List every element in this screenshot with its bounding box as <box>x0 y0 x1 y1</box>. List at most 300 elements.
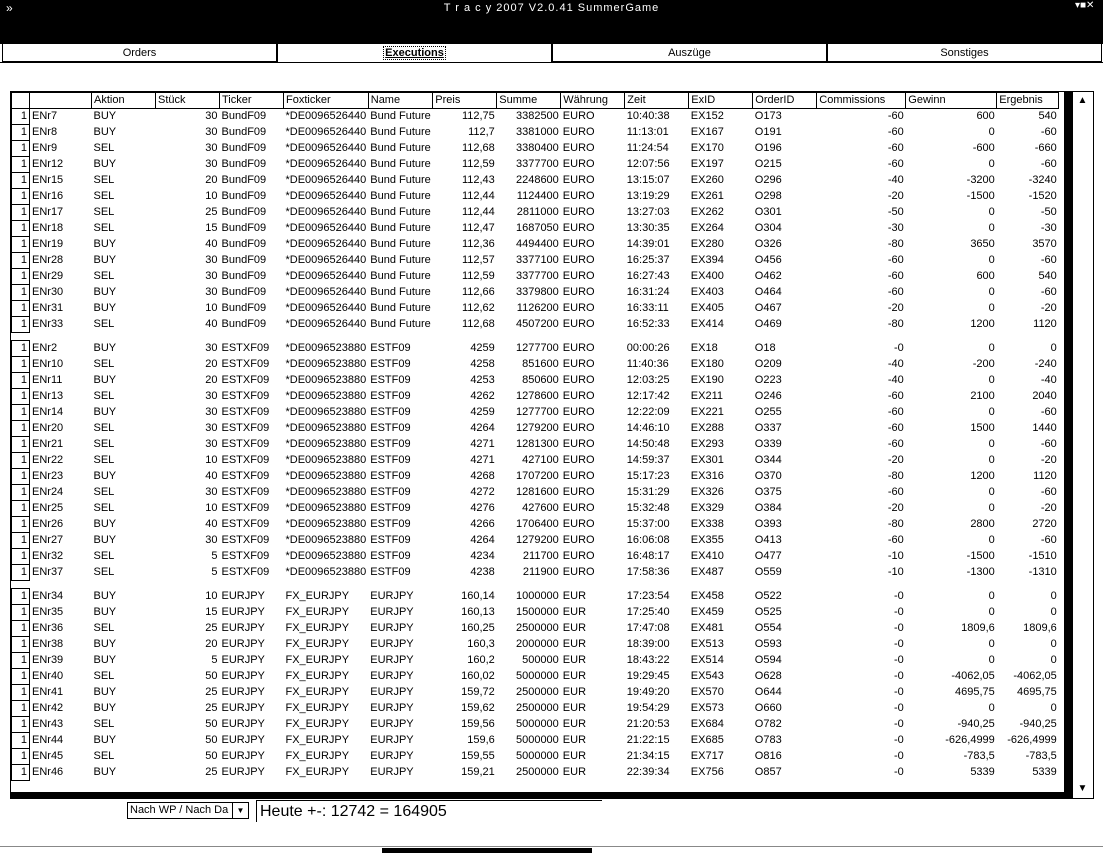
table-cell: 2500000 <box>515 766 559 778</box>
table-cell: *DE0096523880 <box>285 550 367 562</box>
executions-grid[interactable] <box>10 91 1094 799</box>
row-selector[interactable]: 1 <box>12 269 30 285</box>
table-cell: 0 <box>988 654 995 666</box>
table-cell: 21:22:15 <box>626 734 670 746</box>
table-cell: EX458 <box>690 590 724 602</box>
row-selector[interactable]: 1 <box>12 237 30 253</box>
row-selector[interactable]: 1 <box>12 733 30 749</box>
table-row[interactable] <box>12 653 1059 669</box>
table-cell: Bund Future <box>370 302 431 314</box>
table-cell: 4695,75 <box>955 686 995 698</box>
table-cell: 3381000 <box>515 126 559 138</box>
table-cell: ESTF09 <box>370 374 411 386</box>
column-header[interactable] <box>12 93 30 109</box>
row-selector[interactable]: 1 <box>12 533 30 549</box>
table-row[interactable] <box>12 189 1059 205</box>
vertical-scrollbar[interactable] <box>1072 92 1093 798</box>
table-row[interactable] <box>12 317 1059 333</box>
table-cell: 15 <box>205 222 218 234</box>
scroll-down-icon[interactable]: ▼ <box>1077 783 1088 794</box>
table-row[interactable] <box>12 373 1059 389</box>
table-row[interactable] <box>12 765 1059 781</box>
column-header[interactable]: OrderID <box>753 93 817 109</box>
table-cell: 0 <box>988 222 995 234</box>
row-selector[interactable]: 1 <box>12 501 30 517</box>
table-cell: ESTXF09 <box>221 566 270 578</box>
table-cell: O522 <box>754 590 782 602</box>
table-cell: 3377700 <box>515 158 559 170</box>
table-cell: -60 <box>887 158 904 170</box>
table-cell: ESTF09 <box>370 406 411 418</box>
table-cell: BundF09 <box>221 222 267 234</box>
table-cell: 50 <box>205 718 218 730</box>
table-row[interactable] <box>12 157 1059 173</box>
table-cell: 112,36 <box>461 238 495 250</box>
row-selector[interactable]: 1 <box>12 157 30 173</box>
table-cell: FX_EURJPY <box>285 638 350 650</box>
table-row[interactable] <box>12 685 1059 701</box>
table-cell: 13:15:07 <box>626 174 670 186</box>
row-selector[interactable]: 1 <box>12 189 30 205</box>
column-header[interactable]: Summe <box>497 93 561 109</box>
table-cell: -60 <box>1040 126 1057 138</box>
table-row[interactable] <box>12 141 1059 157</box>
row-selector[interactable]: 1 <box>12 637 30 653</box>
row-selector[interactable]: 1 <box>12 389 30 405</box>
table-row[interactable] <box>12 637 1059 653</box>
table-row[interactable] <box>12 517 1059 533</box>
table-row[interactable] <box>12 669 1059 685</box>
table-cell: ENr36 <box>32 622 64 634</box>
table-cell: *DE0096526440 <box>285 206 367 218</box>
table-cell: 19:49:20 <box>626 686 670 698</box>
table-cell: *DE0096523880 <box>285 342 367 354</box>
table-cell: O344 <box>754 454 782 466</box>
table-cell: BUY <box>93 518 117 530</box>
row-selector[interactable]: 1 <box>12 605 30 621</box>
table-cell: O816 <box>754 750 782 762</box>
table-cell: O304 <box>754 222 782 234</box>
table-cell: EURO <box>562 286 595 298</box>
table-cell: EURO <box>562 190 595 202</box>
table-cell: EX400 <box>690 270 724 282</box>
table-cell: -0 <box>894 606 904 618</box>
column-header[interactable]: Aktion <box>92 93 156 109</box>
table-row[interactable] <box>12 501 1059 517</box>
table-cell: 30 <box>205 438 218 450</box>
table-cell: BUY <box>93 238 117 250</box>
table-cell: 159,62 <box>461 702 495 714</box>
table-cell: 0 <box>988 126 995 138</box>
column-header[interactable]: Foxticker <box>284 93 369 109</box>
row-selector[interactable]: 1 <box>12 549 30 565</box>
table-cell: ENr40 <box>32 670 64 682</box>
table-cell: EURJPY <box>221 766 265 778</box>
row-selector[interactable]: 1 <box>12 469 30 485</box>
table-cell: EURJPY <box>370 670 414 682</box>
table-cell: ENr16 <box>32 190 64 202</box>
table-cell: BUY <box>93 654 117 666</box>
row-selector[interactable]: 1 <box>12 285 30 301</box>
table-cell: 851600 <box>522 358 559 370</box>
table-cell: 12:07:56 <box>626 158 670 170</box>
table-cell: ESTF09 <box>370 390 411 402</box>
table-cell: ENr22 <box>32 454 64 466</box>
table-cell: ENr21 <box>32 438 64 450</box>
sort-mode-select[interactable]: Nach WP / Nach Da ▼ <box>127 802 249 819</box>
table-cell: ENr20 <box>32 422 64 434</box>
table-cell: 540 <box>1038 270 1057 282</box>
table-cell: 3650 <box>970 238 995 250</box>
table-cell: -1300 <box>966 566 995 578</box>
table-row[interactable] <box>12 285 1059 301</box>
table-cell: FX_EURJPY <box>285 766 350 778</box>
table-cell: 112,75 <box>461 110 495 123</box>
table-row[interactable] <box>12 405 1059 421</box>
table-cell: -0 <box>894 638 904 650</box>
table-cell: 50 <box>205 670 218 682</box>
table-cell: O469 <box>754 318 782 330</box>
tab-sonstiges[interactable]: Sonstiges <box>827 44 1102 62</box>
table-cell: SEL <box>93 502 115 514</box>
table-cell: 1279200 <box>515 534 559 546</box>
column-header[interactable]: Gewinn <box>906 93 997 109</box>
table-row[interactable] <box>12 469 1059 485</box>
table-cell: 18:39:00 <box>626 638 670 650</box>
table-cell: 5 <box>211 550 218 562</box>
column-header[interactable]: Zeit <box>625 93 689 109</box>
column-header[interactable]: Währung <box>561 93 625 109</box>
row-selector[interactable]: 1 <box>12 405 30 421</box>
table-cell: EX573 <box>690 702 724 714</box>
table-cell: Bund Future <box>370 238 431 250</box>
table-cell: 4264 <box>470 534 495 546</box>
table-cell: O644 <box>754 686 782 698</box>
row-selector[interactable]: 1 <box>12 701 30 717</box>
table-row[interactable] <box>12 749 1059 765</box>
table-cell: ENr11 <box>32 374 63 386</box>
table-cell: 2811000 <box>516 206 559 218</box>
table-cell: 1200 <box>970 318 995 330</box>
table-cell: 15:32:48 <box>626 502 670 514</box>
row-selector[interactable]: 1 <box>12 669 30 685</box>
row-selector[interactable]: 1 <box>12 357 30 373</box>
table-cell: EURO <box>562 342 595 354</box>
table-cell: SEL <box>93 390 115 402</box>
table-cell: -0 <box>894 734 904 746</box>
table-cell: EURJPY <box>370 702 414 714</box>
table-row[interactable] <box>12 253 1059 269</box>
table-cell: EURO <box>562 126 595 138</box>
table-cell: ENr26 <box>32 518 64 530</box>
table-cell: BUY <box>93 374 117 386</box>
table-cell: *DE0096523880 <box>285 518 367 530</box>
table-cell: ENr31 <box>32 302 64 314</box>
table-cell: SEL <box>93 566 115 578</box>
table-cell: 20 <box>205 358 218 370</box>
table-row[interactable] <box>12 717 1059 733</box>
table-cell: -1500 <box>966 190 995 202</box>
chevron-down-icon[interactable]: ▼ <box>232 803 248 818</box>
table-row[interactable] <box>12 125 1059 141</box>
table-row[interactable] <box>12 733 1059 749</box>
table-cell: EURJPY <box>221 734 265 746</box>
table-cell: 3377700 <box>515 270 559 282</box>
table-cell: 10 <box>205 590 218 602</box>
table-cell: BUY <box>93 286 117 298</box>
table-cell: EX221 <box>690 406 724 418</box>
table-row[interactable] <box>12 109 1059 125</box>
table-cell: 5000000 <box>515 734 559 746</box>
table-cell: 0 <box>988 534 995 546</box>
table-cell: BUY <box>93 126 117 138</box>
table-row[interactable] <box>12 389 1059 405</box>
table-cell: 0 <box>988 254 995 266</box>
row-selector[interactable]: 1 <box>12 517 30 533</box>
table-cell: 10 <box>205 190 218 202</box>
table-cell: -40 <box>887 374 904 386</box>
table-cell: EURO <box>562 238 595 250</box>
table-cell: ESTF09 <box>370 486 411 498</box>
table-cell: 2500000 <box>515 702 559 714</box>
horizontal-scrollbar[interactable] <box>11 792 1074 798</box>
table-cell: EX459 <box>690 606 724 618</box>
table-cell: Bund Future <box>370 158 431 170</box>
table-cell: 3380400 <box>515 142 559 154</box>
row-selector[interactable]: 1 <box>12 205 30 221</box>
table-cell: FX_EURJPY <box>285 590 350 602</box>
column-header[interactable]: Ticker <box>220 93 284 109</box>
table-cell: 14:59:37 <box>626 454 670 466</box>
table-cell: O857 <box>754 766 782 778</box>
table-row[interactable] <box>12 453 1059 469</box>
table-cell: 2720 <box>1032 518 1057 530</box>
table-cell: -1500 <box>966 550 995 562</box>
row-selector[interactable]: 1 <box>12 765 30 781</box>
table-cell: 30 <box>205 534 218 546</box>
row-selector[interactable]: 1 <box>12 685 30 701</box>
tab-bar <box>0 44 1103 64</box>
table-cell: *DE0096526440 <box>285 142 367 154</box>
column-header[interactable]: Stück <box>156 93 220 109</box>
table-cell: 16:27:43 <box>626 270 670 282</box>
table-cell: 2040 <box>1032 390 1057 402</box>
table-cell: 50 <box>205 750 218 762</box>
table-row[interactable] <box>12 533 1059 549</box>
table-cell: 160,02 <box>461 670 495 682</box>
table-cell: BUY <box>93 734 117 746</box>
table-cell: EX293 <box>690 438 724 450</box>
table-cell: 25 <box>205 206 218 218</box>
row-selector[interactable]: 1 <box>12 485 30 501</box>
column-header[interactable]: Ergebnis <box>997 93 1059 109</box>
table-cell: ENr10 <box>32 358 64 370</box>
table-row[interactable] <box>12 221 1059 237</box>
table-cell: EX403 <box>690 286 724 298</box>
row-selector[interactable]: 1 <box>12 373 30 389</box>
table-cell: 10 <box>205 302 218 314</box>
table-cell: SEL <box>93 422 115 434</box>
table-cell: ENr19 <box>32 238 64 250</box>
table-row[interactable] <box>12 565 1059 581</box>
scroll-up-icon[interactable]: ▲ <box>1077 95 1088 106</box>
table-row[interactable] <box>12 357 1059 373</box>
row-selector[interactable]: 1 <box>12 621 30 637</box>
table-row[interactable] <box>12 589 1059 605</box>
tab-executions[interactable]: Executions <box>277 44 552 62</box>
table-cell: -60 <box>1040 158 1057 170</box>
column-header[interactable]: Commissions <box>817 93 906 109</box>
table-cell: EX326 <box>690 486 724 498</box>
table-cell: ENr2 <box>32 342 58 354</box>
table-cell: EURJPY <box>370 750 414 762</box>
table-cell: 112,62 <box>461 302 495 314</box>
table-cell: 4238 <box>470 566 495 578</box>
table-row[interactable] <box>12 549 1059 565</box>
table-row[interactable] <box>12 621 1059 637</box>
table-cell: EURJPY <box>370 590 414 602</box>
table-cell: SEL <box>93 454 115 466</box>
table-cell: -30 <box>1040 222 1057 234</box>
table-cell: EURJPY <box>370 734 414 746</box>
table-cell: ENr43 <box>32 718 64 730</box>
table-row[interactable] <box>12 421 1059 437</box>
tab-orders[interactable]: Orders <box>2 44 277 62</box>
row-selector[interactable]: 1 <box>12 589 30 605</box>
table-cell: O301 <box>754 206 782 218</box>
row-selector[interactable]: 1 <box>12 253 30 269</box>
table-cell: SEL <box>93 142 115 154</box>
table-cell: Bund Future <box>370 222 431 234</box>
table-cell: -1520 <box>1028 190 1057 202</box>
row-selector[interactable]: 1 <box>12 421 30 437</box>
table-row[interactable] <box>12 605 1059 621</box>
table-cell: ENr34 <box>32 590 64 602</box>
table-row[interactable] <box>12 269 1059 285</box>
table-cell: EX543 <box>690 670 724 682</box>
table-cell: EX481 <box>690 622 724 634</box>
window-title: T r a c y 2007 V2.0.41 SummerGame <box>443 2 660 14</box>
table-cell: EX338 <box>690 518 724 530</box>
table-cell: Bund Future <box>370 142 431 154</box>
table-cell: -20 <box>1040 302 1057 314</box>
column-header[interactable]: Name <box>368 93 433 109</box>
table-cell: 0 <box>988 486 995 498</box>
row-selector[interactable]: 1 <box>12 437 30 453</box>
table-cell: -80 <box>887 318 904 330</box>
row-selector[interactable]: 1 <box>12 109 30 125</box>
row-selector[interactable]: 1 <box>12 453 30 469</box>
table-cell: ENr30 <box>32 286 64 298</box>
table-cell: EURJPY <box>370 622 414 634</box>
table-cell: 5 <box>211 654 218 666</box>
table-cell: 4271 <box>470 454 495 466</box>
table-cell: SEL <box>93 670 115 682</box>
table-cell: EURJPY <box>221 686 265 698</box>
row-selector[interactable]: 1 <box>12 173 30 189</box>
table-cell: EX316 <box>690 470 724 482</box>
tab-auszuege[interactable]: Auszüge <box>552 44 827 62</box>
table-cell: EX260 <box>690 174 724 186</box>
table-cell: BundF09 <box>221 142 267 154</box>
table-cell: 1500 <box>970 422 995 434</box>
table-cell: -60 <box>887 126 904 138</box>
row-selector[interactable]: 1 <box>12 341 30 357</box>
table-cell: EX152 <box>690 110 724 123</box>
table-cell: -60 <box>1040 486 1057 498</box>
row-selector[interactable]: 1 <box>12 141 30 157</box>
table-cell: -20 <box>887 190 904 202</box>
row-selector[interactable]: 1 <box>12 301 30 317</box>
table-cell: 0 <box>988 438 995 450</box>
column-header[interactable]: Preis <box>433 93 497 109</box>
table-cell: -1310 <box>1028 566 1057 578</box>
row-selector[interactable]: 1 <box>12 653 30 669</box>
table-cell: ENr29 <box>32 270 64 282</box>
window-controls-icon[interactable]: ▾■✕ <box>1075 0 1095 11</box>
column-header[interactable] <box>30 93 92 109</box>
table-row[interactable] <box>12 485 1059 501</box>
table-cell: *DE0096523880 <box>285 566 367 578</box>
row-selector[interactable]: 1 <box>12 125 30 141</box>
table-cell: 17:23:54 <box>626 590 670 602</box>
executions-table <box>11 92 1059 781</box>
table-cell: Bund Future <box>370 286 431 298</box>
table-cell: 1120 <box>1033 470 1057 482</box>
table-row[interactable] <box>12 301 1059 317</box>
table-cell: -0 <box>894 342 904 354</box>
table-cell: *DE0096523880 <box>285 406 367 418</box>
table-cell: SEL <box>93 270 115 282</box>
table-row[interactable] <box>12 341 1059 357</box>
table-cell: 3382500 <box>515 110 559 123</box>
table-cell: -60 <box>887 406 904 418</box>
app-icon[interactable]: » <box>6 1 13 15</box>
table-row[interactable] <box>12 237 1059 253</box>
table-cell: 15 <box>205 606 218 618</box>
table-cell: -60 <box>887 438 904 450</box>
table-cell: EURO <box>562 254 595 266</box>
row-selector[interactable]: 1 <box>12 565 30 581</box>
table-cell: ESTXF09 <box>221 358 270 370</box>
table-cell: -60 <box>887 142 904 154</box>
table-cell: -200 <box>972 358 995 370</box>
table-cell: EURO <box>562 318 595 330</box>
table-row[interactable] <box>12 701 1059 717</box>
table-cell: O782 <box>754 718 782 730</box>
table-cell: *DE0096526440 <box>285 254 367 266</box>
table-cell: 3570 <box>1032 238 1057 250</box>
table-cell: 1279200 <box>515 422 559 434</box>
row-selector[interactable]: 1 <box>12 717 30 733</box>
table-row[interactable] <box>12 173 1059 189</box>
column-header[interactable]: ExID <box>689 93 753 109</box>
table-cell: 1277700 <box>515 406 559 418</box>
table-row[interactable] <box>12 205 1059 221</box>
row-selector[interactable]: 1 <box>12 221 30 237</box>
table-cell: ESTF09 <box>370 358 411 370</box>
table-cell: *DE0096523880 <box>285 534 367 546</box>
table-cell: 0 <box>988 638 995 650</box>
table-cell: 14:50:48 <box>626 438 670 450</box>
table-cell: EURO <box>562 550 595 562</box>
table-cell: 5339 <box>970 766 995 778</box>
table-cell: 15:17:23 <box>626 470 670 482</box>
row-selector[interactable]: 1 <box>12 317 30 333</box>
table-cell: EX329 <box>690 502 724 514</box>
table-row[interactable] <box>12 437 1059 453</box>
row-selector[interactable]: 1 <box>12 749 30 765</box>
